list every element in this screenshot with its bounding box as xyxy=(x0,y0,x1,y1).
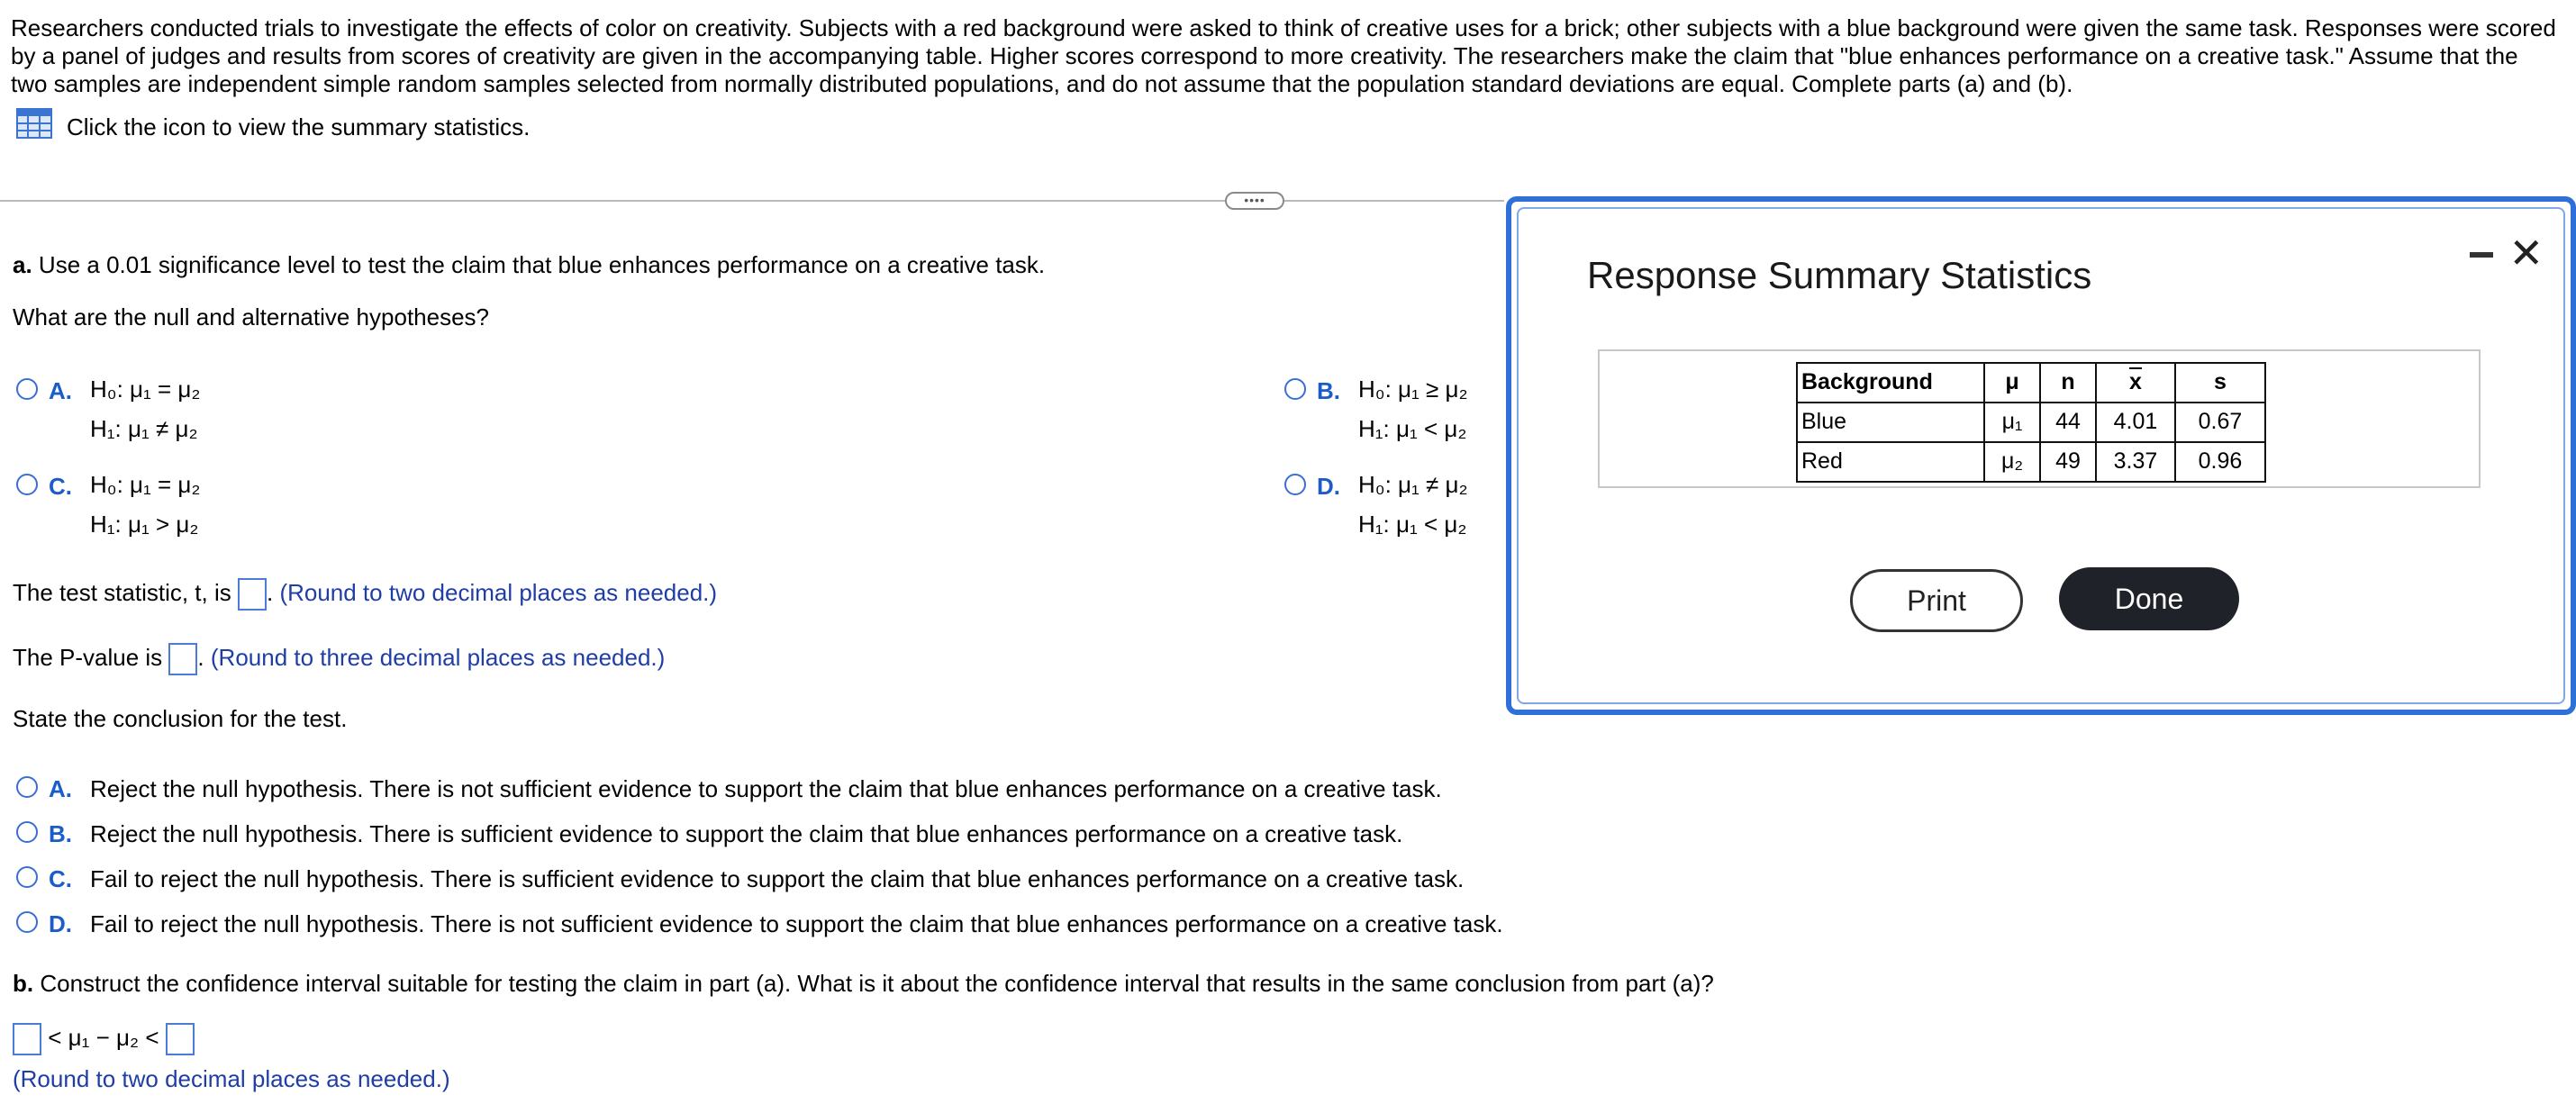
test-statistic-row: The test statistic, t, is . (Round to two decimal places as needed.) xyxy=(13,578,717,611)
conclusion-option-d[interactable] xyxy=(16,909,1503,939)
radio-button[interactable] xyxy=(16,821,38,843)
header-s: s xyxy=(2175,363,2265,403)
header-xbar: $\overline{x}$ xyxy=(2096,363,2175,403)
summary-stats-link[interactable] xyxy=(16,108,530,146)
part-b-prompt xyxy=(13,969,1714,999)
cell-n: 49 xyxy=(2040,442,2096,482)
hypothesis-option-b[interactable] xyxy=(1284,376,1468,448)
null-hypothesis: H₀: μ₁ ≠ μ₂ xyxy=(1358,471,1468,498)
option-letter: D. xyxy=(1317,473,1340,500)
cell-mu: μ₁ xyxy=(1984,403,2040,442)
test-statistic-input[interactable] xyxy=(238,578,267,611)
pvalue-input[interactable] xyxy=(168,643,197,675)
option-text: Reject the null hypothesis. There is not sufficient evidence to support the claim that blue enhances performance on a creative task. xyxy=(90,775,1442,802)
radio-button[interactable] xyxy=(16,378,38,400)
radio-button[interactable] xyxy=(1284,474,1306,495)
ci-hint: (Round to two decimal places as needed.) xyxy=(13,1065,450,1092)
part-b-label: b. xyxy=(13,970,34,997)
pvalue-label: The P-value is xyxy=(13,644,163,671)
part-a-prompt xyxy=(13,250,1045,280)
done-button[interactable]: Done xyxy=(2059,567,2239,630)
option-letter: C. xyxy=(49,473,72,500)
hypothesis-option-c[interactable] xyxy=(16,472,200,544)
radio-button[interactable] xyxy=(16,911,38,933)
radio-button[interactable] xyxy=(1284,378,1306,400)
pvalue-row: The P-value is . (Round to three decimal places as needed.) xyxy=(13,643,665,675)
cell-background: Red xyxy=(1797,442,1984,482)
cell-background: Blue xyxy=(1797,403,1984,442)
header-n: n xyxy=(2040,363,2096,403)
alt-hypothesis: H₁: μ₁ > μ₂ xyxy=(90,511,199,538)
option-letter: A. xyxy=(49,775,72,802)
conclusion-option-a[interactable] xyxy=(16,774,1442,804)
part-a-label: a. xyxy=(13,251,32,278)
print-button[interactable]: Print xyxy=(1850,569,2023,632)
hypotheses-question: What are the null and alternative hypotheses? xyxy=(13,303,490,330)
hypothesis-text xyxy=(90,465,200,544)
option-text: Reject the null hypothesis. There is sufficient evidence to support the claim that blue enhances performance on a creative task. xyxy=(90,820,1403,847)
hypothesis-text xyxy=(1358,369,1468,448)
conclusion-option-b[interactable] xyxy=(16,819,1402,849)
test-statistic-hint: (Round to two decimal places as needed.) xyxy=(279,579,718,606)
problem-text: Researchers conducted trials to investigate the effects of color on creativity. Subjects with a red background were asked to think of creative uses for a brick; other subjects with a blue background were given the same task. Responses were scored by a panel of judges and results from scores of creativity are given in the accompanying table. Higher scores correspond to more creativity. The researchers make the claim that "blue enhances performance on a creative task." Assume that the two samples are independent simple random samples selected from normally distributed populations, and do not assume that the population standard deviations are equal. Complete parts (a) and (b). xyxy=(11,14,2556,97)
minimize-icon[interactable] xyxy=(2470,252,2493,258)
cell-mu: μ₂ xyxy=(1984,442,2040,482)
alt-hypothesis: H₁: μ₁ ≠ μ₂ xyxy=(90,415,198,442)
table-row xyxy=(1797,403,2265,442)
option-letter: B. xyxy=(1317,377,1340,404)
radio-button[interactable] xyxy=(16,776,38,798)
option-letter: A. xyxy=(49,377,72,404)
cell-x: 4.01 xyxy=(2096,403,2175,442)
cell-n: 44 xyxy=(2040,403,2096,442)
close-icon[interactable]: ✕ xyxy=(2508,230,2544,276)
header-background: Background xyxy=(1797,363,1984,403)
ci-upper-input[interactable] xyxy=(166,1023,195,1055)
dialog-title: Response Summary Statistics xyxy=(1587,254,2092,296)
ci-lower-input[interactable] xyxy=(13,1023,41,1055)
test-statistic-label: The test statistic, t, is xyxy=(13,579,231,606)
header-mu: μ xyxy=(1984,363,2040,403)
option-text: Fail to reject the null hypothesis. There is not sufficient evidence to support the claim that blue enhances performance on a creative task. xyxy=(90,910,1503,937)
confidence-interval-row xyxy=(13,1023,195,1055)
option-letter: C. xyxy=(49,865,72,892)
table-row xyxy=(1797,442,2265,482)
option-letter: D. xyxy=(49,910,72,937)
alt-hypothesis: H₁: μ₁ < μ₂ xyxy=(1358,511,1467,538)
problem-statement xyxy=(11,14,2560,98)
hypothesis-text xyxy=(90,369,200,448)
expand-handle[interactable]: •••• xyxy=(1225,192,1284,210)
cell-s: 0.67 xyxy=(2175,403,2265,442)
pvalue-hint: (Round to three decimal places as needed.) xyxy=(210,644,666,671)
option-text: Fail to reject the null hypothesis. There is sufficient evidence to support the claim that blue enhances performance on a creative task. xyxy=(90,865,1465,892)
ci-middle-text: < μ₁ − μ₂ < xyxy=(48,1024,159,1051)
stats-table-frame xyxy=(1598,349,2481,488)
alt-hypothesis: H₁: μ₁ < μ₂ xyxy=(1358,415,1467,442)
radio-button[interactable] xyxy=(16,474,38,495)
hypothesis-option-a[interactable] xyxy=(16,376,200,448)
null-hypothesis: H₀: μ₁ = μ₂ xyxy=(90,471,201,498)
hypothesis-option-d[interactable] xyxy=(1284,472,1468,544)
cell-s: 0.96 xyxy=(2175,442,2265,482)
conclusion-option-c[interactable] xyxy=(16,864,1464,894)
part-b-prompt-text: Construct the confidence interval suitable for testing the claim in part (a). What is it about the confidence interval that results in the same conclusion from part (a)? xyxy=(40,970,1714,997)
conclusion-prompt: State the conclusion for the test. xyxy=(13,705,348,732)
stats-table xyxy=(1796,362,2266,483)
table-icon[interactable] xyxy=(16,108,52,146)
null-hypothesis: H₀: μ₁ ≥ μ₂ xyxy=(1358,376,1468,403)
summary-stats-link-text[interactable]: Click the icon to view the summary statistics. xyxy=(67,113,531,140)
radio-button[interactable] xyxy=(16,866,38,888)
cell-x: 3.37 xyxy=(2096,442,2175,482)
option-letter: B. xyxy=(49,820,72,847)
hypothesis-text xyxy=(1358,465,1468,544)
summary-stats-dialog xyxy=(1506,196,2576,715)
null-hypothesis: H₀: μ₁ = μ₂ xyxy=(90,376,201,403)
table-header-row xyxy=(1797,363,2265,403)
part-a-prompt-text: Use a 0.01 significance level to test the claim that blue enhances performance on a creative task. xyxy=(38,251,1046,278)
